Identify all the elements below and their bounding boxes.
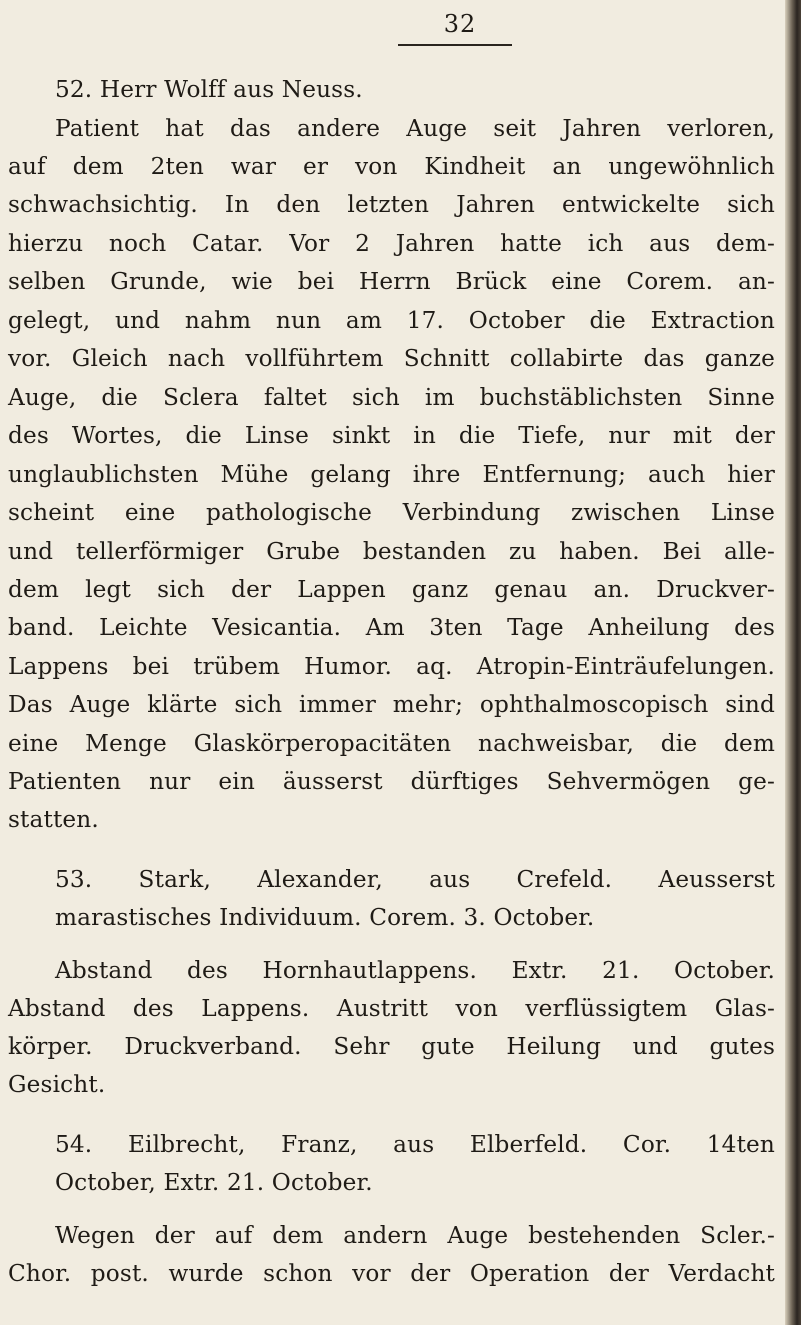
- case-54-line-3: Chor. post. wurde schon vor der Operation der Verdacht: [8, 1260, 775, 1287]
- case-53-heading: 53. Stark, Alexander, aus Crefeld. Aeusserst: [55, 866, 775, 893]
- case-54-line-2: Wegen der auf dem andern Auge bestehenden Scler.-: [55, 1222, 775, 1249]
- case-52-line-12: und tellerförmiger Grube bestanden zu haben. Bei alle-: [8, 538, 775, 565]
- case-52-line-4: hierzu noch Catar. Vor 2 Jahren hatte ich aus dem-: [8, 230, 775, 257]
- case-52-line-16: Das Auge klärte sich immer mehr; ophthalmoscopisch sind: [8, 691, 775, 718]
- case-52-line-17: eine Menge Glaskörperopacitäten nachweisbar, die dem: [8, 730, 775, 757]
- case-52-line-2: auf dem 2ten war er von Kindheit an ungewöhnlich: [8, 153, 775, 180]
- case-52-line-11: scheint eine pathologische Verbindung zwischen Linse: [8, 499, 775, 526]
- case-52-line-9: des Wortes, die Linse sinkt in die Tiefe, nur mit der: [8, 422, 775, 449]
- case-52-heading: 52. Herr Wolff aus Neuss.: [55, 76, 363, 103]
- case-54-heading: 54. Eilbrecht, Franz, aus Elberfeld. Cor. 14ten: [55, 1131, 775, 1158]
- case-52-line-18: Patienten nur ein äusserst dürftiges Sehvermögen ge-: [8, 768, 775, 795]
- case-52-line-7: vor. Gleich nach vollführtem Schnitt collabirte das ganze: [8, 345, 775, 372]
- case-52-line-15: Lappens bei trübem Humor. aq. Atropin-Einträufelungen.: [8, 653, 775, 680]
- page-number: 32: [443, 10, 477, 38]
- case-52-line-8: Auge, die Sclera faltet sich im buchstäblichsten Sinne: [8, 384, 775, 411]
- case-53-line-3: Abstand des Lappens. Austritt von verflüssigtem Glas-: [8, 995, 775, 1022]
- case-52-line-19: statten.: [8, 806, 99, 833]
- case-52-line-5: selben Grunde, wie bei Herrn Brück eine Corem. an-: [8, 268, 775, 295]
- case-54-line-1: October, Extr. 21. October.: [55, 1169, 373, 1196]
- case-53-line-1: marastisches Individuum. Corem. 3. October.: [55, 904, 595, 931]
- case-52-line-14: band. Leichte Vesicantia. Am 3ten Tage Anheilung des: [8, 614, 775, 641]
- case-52-line-13: dem legt sich der Lappen ganz genau an. Druckver-: [8, 576, 775, 603]
- binding-edge: [785, 0, 801, 1325]
- case-53-line-4: körper. Druckverband. Sehr gute Heilung und gutes: [8, 1033, 775, 1060]
- case-52-line-1: Patient hat das andere Auge seit Jahren verloren,: [55, 115, 775, 142]
- case-52-line-3: schwachsichtig. In den letzten Jahren entwickelte sich: [8, 191, 775, 218]
- case-52-line-6: gelegt, und nahm nun am 17. October die Extraction: [8, 307, 775, 334]
- case-53-line-2: Abstand des Hornhautlappens. Extr. 21. October.: [55, 957, 775, 984]
- page-number-rule: [398, 44, 512, 46]
- case-53-line-5: Gesicht.: [8, 1071, 106, 1098]
- case-52-line-10: unglaublichsten Mühe gelang ihre Entfernung; auch hier: [8, 461, 775, 488]
